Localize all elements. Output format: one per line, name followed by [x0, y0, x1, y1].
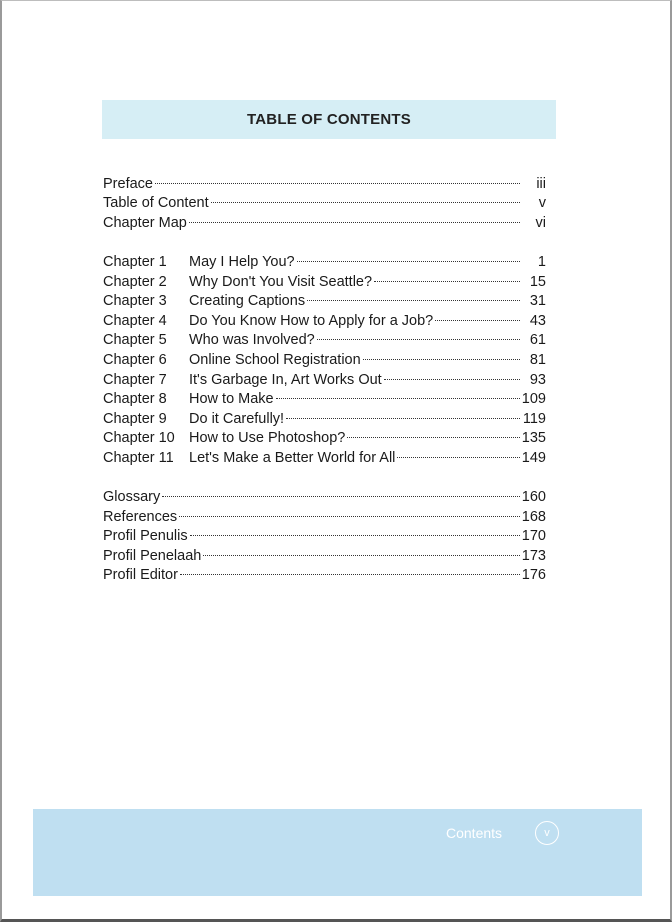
toc-entry-page: 149	[521, 449, 546, 466]
toc-entry-label: References	[103, 508, 178, 525]
toc-entry-page: 135	[521, 430, 546, 447]
toc-leader-dots	[297, 246, 520, 266]
toc-leader-dots	[363, 344, 520, 364]
toc-entry-page: 15	[529, 273, 546, 290]
page-footer	[33, 809, 642, 896]
toc-entry-chapter-1[interactable]	[103, 246, 546, 270]
toc-entry-page: 31	[529, 293, 546, 310]
toc-entry-page: 160	[521, 489, 546, 506]
toc-entry-page: 119	[522, 410, 546, 427]
toc-leader-dots	[203, 540, 519, 560]
toc-entry-page: v	[538, 195, 546, 212]
toc-leader-dots	[286, 403, 520, 423]
toc-leader-dots	[180, 560, 520, 580]
toc-leader-dots	[155, 168, 520, 188]
toc-title-banner	[102, 100, 556, 139]
toc-entry-references[interactable]	[103, 501, 546, 525]
chapter-title: May I Help You?	[189, 253, 295, 270]
toc-entry-page: 176	[521, 567, 546, 584]
chapter-title: Let's Make a Better World for All	[189, 449, 396, 466]
chapter-number: Chapter 7	[103, 371, 167, 388]
toc-entry-label: Profil Penelaah	[103, 547, 202, 564]
chapter-number: Chapter 8	[103, 391, 167, 408]
footer-section-label: Contents	[446, 825, 503, 841]
toc-entry-page: 109	[521, 391, 546, 408]
toc-entry-table-of-content[interactable]	[103, 188, 546, 212]
toc-leader-dots	[347, 423, 519, 443]
toc-leader-dots	[317, 325, 520, 345]
chapter-title: Why Don't You Visit Seattle?	[189, 273, 373, 290]
toc-entry-page: 170	[521, 528, 546, 545]
chapter-number: Chapter 4	[103, 312, 167, 329]
toc-entry-page: 93	[529, 371, 546, 388]
chapter-title: Do You Know How to Apply for a Job?	[189, 312, 434, 329]
toc-leader-dots	[276, 384, 520, 404]
toc-leader-dots	[162, 482, 520, 502]
toc-leader-dots	[211, 188, 520, 208]
toc-entry-label: Profil Editor	[103, 567, 178, 584]
toc-entry-page: vi	[535, 214, 546, 231]
chapter-title: Creating Captions	[189, 293, 306, 310]
toc-entry-label: Table of Content	[103, 195, 209, 212]
toc-leader-dots	[190, 521, 520, 541]
chapter-number: Chapter 11	[103, 449, 174, 466]
toc-entry-label: Chapter Map	[103, 214, 187, 231]
toc-entry-page: 1	[537, 253, 546, 270]
toc-leader-dots	[179, 501, 520, 521]
toc-leader-dots	[384, 364, 520, 384]
toc-leader-dots	[374, 266, 520, 286]
toc-entry-label: Preface	[103, 175, 153, 192]
toc-leader-dots	[435, 305, 520, 325]
toc-heading: TABLE OF CONTENTS	[247, 111, 411, 128]
footer-page-number: v	[535, 821, 559, 845]
toc-entry-label: Glossary	[103, 489, 161, 506]
chapter-title: Online School Registration	[189, 351, 361, 368]
toc-leader-dots	[189, 207, 520, 227]
toc-leader-dots	[397, 442, 519, 462]
toc-entry-glossary[interactable]	[103, 482, 546, 506]
chapter-number: Chapter 3	[103, 293, 167, 310]
toc-entry-page: 81	[529, 351, 546, 368]
toc-entry-page: 43	[529, 312, 546, 329]
chapter-number: Chapter 6	[103, 351, 167, 368]
chapter-number: Chapter 10	[103, 430, 175, 447]
toc-entry-page: 168	[521, 508, 546, 525]
toc-entry-page: iii	[536, 175, 546, 192]
chapter-title: How to Use Photoshop?	[189, 430, 346, 447]
toc-leader-dots	[307, 286, 520, 306]
chapter-number: Chapter 9	[103, 410, 167, 427]
chapter-title: It's Garbage In, Art Works Out	[189, 371, 382, 388]
toc-entry-label: Profil Penulis	[103, 528, 188, 545]
chapter-title: How to Make	[189, 391, 274, 408]
chapter-title: Do it Carefully!	[189, 410, 285, 427]
chapter-number: Chapter 1	[103, 253, 167, 270]
chapter-title: Who was Involved?	[189, 332, 315, 349]
toc-list	[103, 168, 546, 584]
toc-entry-page: 61	[529, 332, 546, 349]
chapter-number: Chapter 2	[103, 273, 167, 290]
toc-entry-page: 173	[521, 547, 546, 564]
chapter-number: Chapter 5	[103, 332, 167, 349]
toc-entry-preface[interactable]	[103, 168, 546, 192]
